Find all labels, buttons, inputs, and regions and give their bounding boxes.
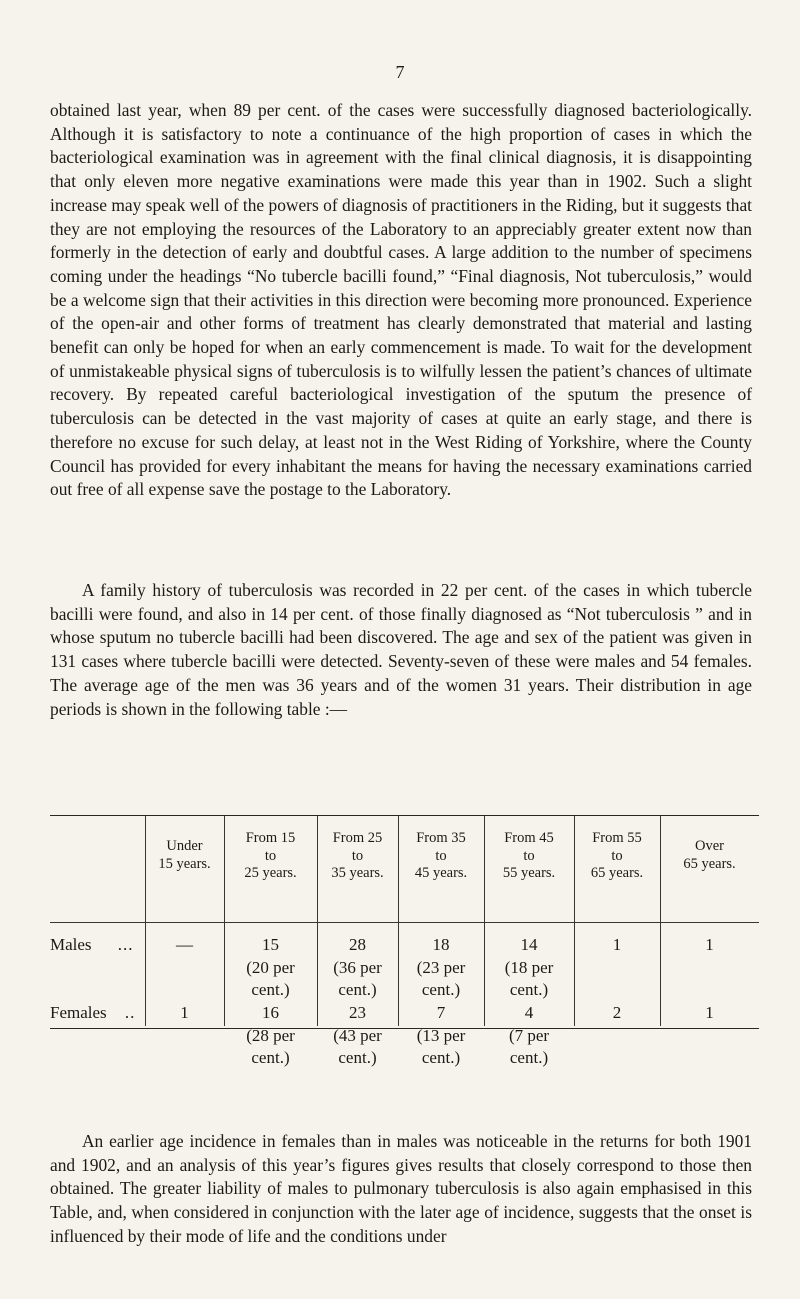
leader-dots: ... — [117, 935, 134, 954]
table-cell: 23 (43 per cent.) — [333, 1003, 382, 1067]
paragraph-2: A family history of tuberculosis was recorded in 22 per cent. of the cases in which tubercle bacilli were found, and also in 14 per cent. of those finally diagnosed as “Not tuberculosis ” and in whose sputum no tubercle bacilli had been discovered. The age and sex of the patient was given in 131 cases where tubercle bacilli were detected. Seventy-seven of these were males and 54 females. The average age of the men was 36 years and of the women 31 years. Their distribution in age periods is shown in the following table :— — [50, 580, 752, 719]
header-25-35: From 25 to 35 years. — [331, 830, 384, 881]
page-number: 7 — [395, 62, 405, 82]
table-cell: 16 (28 per cent.) — [246, 1003, 295, 1067]
table-cell: — — [176, 935, 193, 954]
table-cell: 1 — [705, 1003, 714, 1022]
header-rule — [50, 922, 759, 923]
header-15-25: From 15 to 25 years. — [244, 830, 297, 881]
paragraph-1: obtained last year, when 89 per cent. of the cases were successfully diagnosed bacteriologically. Although it is satisfactory to note a continuance of the high proportion of cases in which the bacteriological examination was in agreement with the final clinical diagnosis, it is disappointing that only eleven more negative examinations were made this year than in 1902. Such a slight increase may speak well of the powers of diagnosis of practitioners in the Riding, but it suggests that they are not employing the resources of the Laboratory to an appreciably greater extent now than formerly in the detection of early and doubtful cases. A large addition to the number of specimens coming under the headings “No tubercle bacilli found,” “Final diagnosis, Not tuberculosis,” would be a welcome sign that their activities in this direction were becoming more pronounced. Experience of the open-air and other forms of treatment has clearly demonstrated that material and lasting benefit can only be hoped for when an early commencement is made. To wait for the development of unmistakeable physical signs of tuberculosis is to wilfully lessen the patient’s chances of ultimate recovery. By repeated careful bacteriological investigation of the sputum the presence of tuberculosis can be detected in the vast majority of cases at quite an early stage, and there is therefore no excuse for such delay, at least not in the West Riding of Yorkshire, where the County Council has provided for every inhabitant the means for having the necessary examinations carried out free of all expense save the postage to the Laboratory. — [50, 100, 752, 500]
leader-dots: .. — [124, 1003, 136, 1022]
table-cell: 7 (13 per cent.) — [416, 1003, 466, 1067]
table-cell: 1 — [705, 935, 714, 954]
header-35-45: From 35 to 45 years. — [414, 830, 468, 881]
table-cell: 14 (18 per cent.) — [504, 935, 554, 999]
header-55-65: From 55 to 65 years. — [590, 830, 644, 881]
header-over-65: Over 65 years. — [683, 838, 736, 872]
table-cell: 15 (20 per cent.) — [246, 935, 295, 999]
header-under-15: Under 15 years. — [158, 838, 211, 872]
table-cell: 4 (7 per cent.) — [508, 1003, 550, 1067]
table-cell: 18 (23 per cent.) — [416, 935, 466, 999]
table-cell: 28 (36 per cent.) — [333, 935, 382, 999]
row-label-text: Females — [50, 1003, 107, 1022]
paragraph-3: An earlier age incidence in females than in males was noticeable in the returns for both 1901 and 1902, and an analysis of this year’s figures gives results that closely correspond to those then obtained. The greater liability of males to pulmonary tuberculosis is also again emphasised in this Table, and, when considered in conjunction with the later age of incidence, suggests that the onset is influenced by their mode of life and the conditions under — [50, 1131, 752, 1246]
table-cell: 2 — [612, 1003, 622, 1022]
row-label-males — [50, 934, 134, 956]
row-label-females-display — [50, 1002, 135, 1024]
table-cell: 1 — [612, 935, 622, 954]
table-cell: 1 — [180, 1003, 189, 1022]
age-distribution-table — [50, 815, 759, 1067]
row-label-text: Males — [50, 935, 92, 954]
header-45-55: From 45 to 55 years. — [502, 830, 556, 881]
